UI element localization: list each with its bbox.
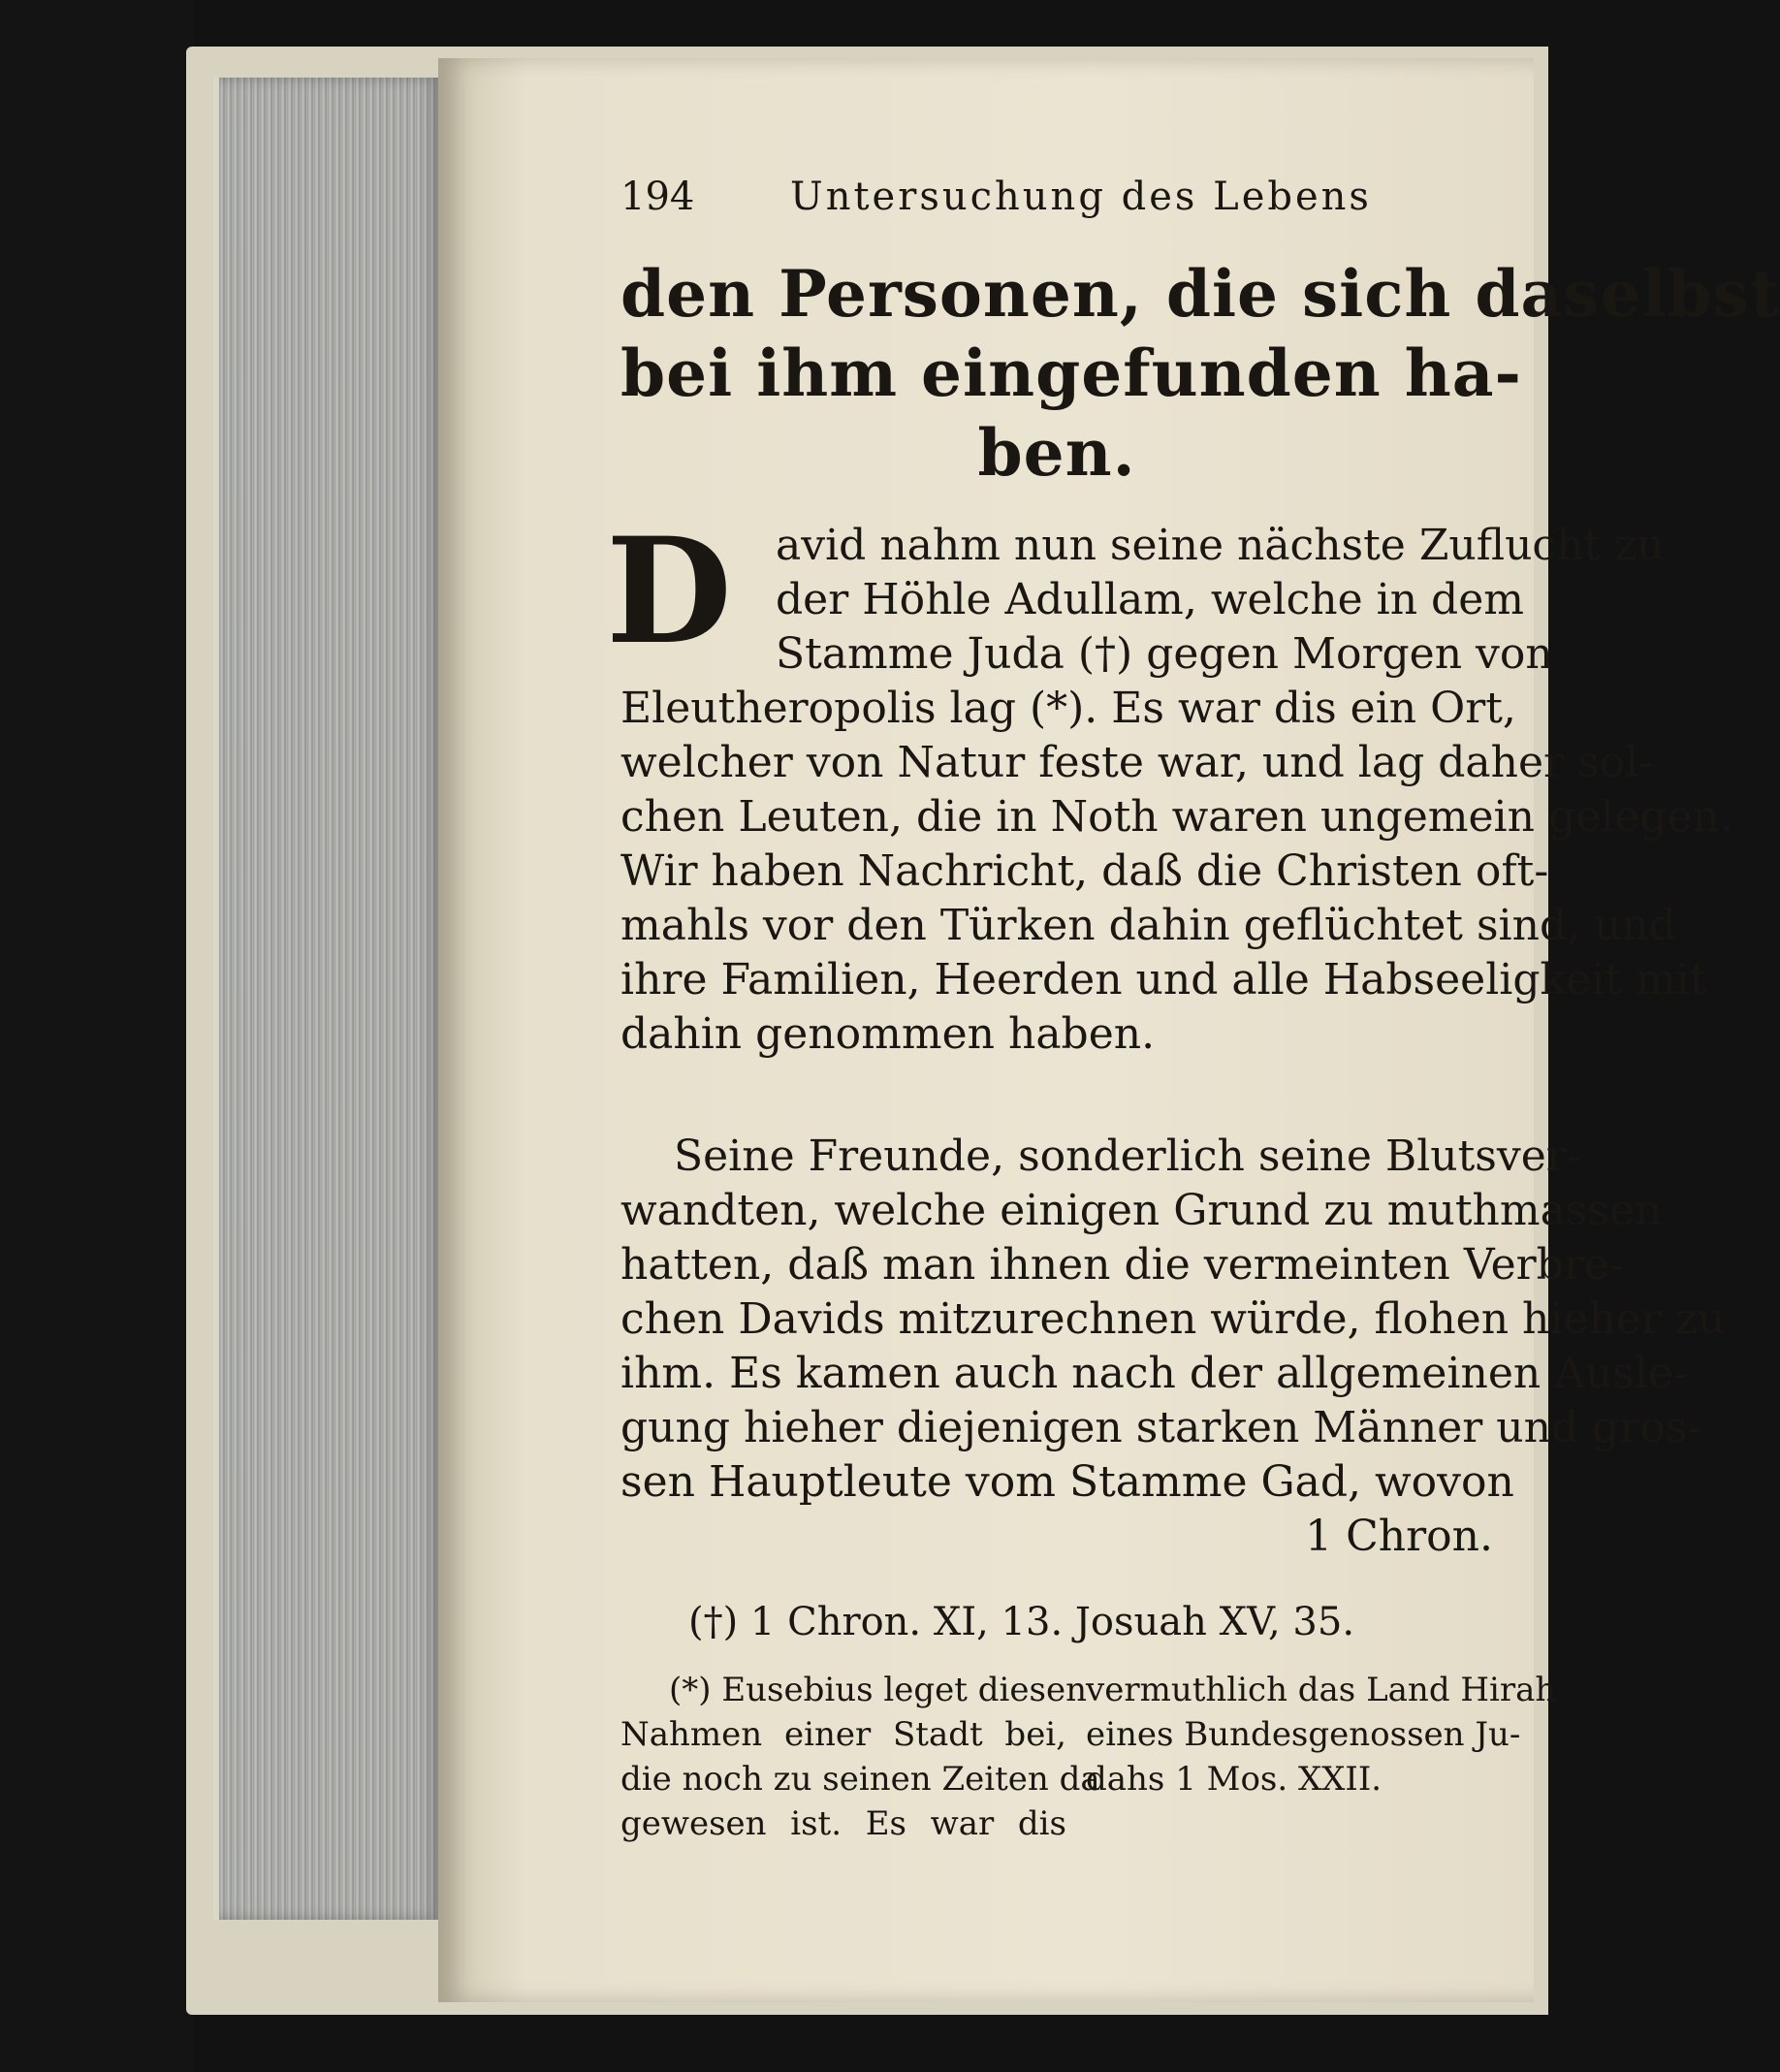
footnote-line: die noch zu seinen Zeiten da (620, 1760, 1100, 1799)
text-line: hatten, daß man ihnen die vermeinten Verbre- (620, 1240, 1624, 1290)
heading-line: bei ihm eingefunden ha- (620, 335, 1522, 411)
running-title: Untersuchung des Lebens (790, 175, 1372, 219)
footnote-line: Nahmen einer Stadt bei, (620, 1715, 1066, 1754)
paragraph-2 (620, 1130, 1726, 1564)
text-line: gung hieher diejenigen starken Männer und gros- (620, 1403, 1702, 1452)
text-line: Eleutheropolis lag (*). Es war dis ein Ort, (620, 684, 1516, 733)
footnote-column-2 (1086, 1668, 1557, 1801)
footnote-line: vermuthlich das Land Hirah (1086, 1671, 1557, 1709)
text-line: wandten, welche einigen Grund zu muthmassen (620, 1186, 1663, 1235)
paragraph-1 (620, 519, 1733, 1062)
text-line: Stamme Juda (†) gegen Morgen von (776, 629, 1553, 679)
footnote-line: eines Bundesgenossen Ju- (1086, 1715, 1521, 1754)
page-number: 194 (620, 175, 695, 219)
text-line: sen Hauptleute vom Stamme Gad, wovon (620, 1457, 1514, 1507)
dark-background (0, 0, 194, 2072)
text-line: welcher von Natur feste war, und lag daher sol- (620, 738, 1654, 787)
catchword: 1 Chron. (1305, 1512, 1493, 1561)
heading-line: den Personen, die sich daselbst (620, 256, 1780, 332)
text-line: Wir haben Nachricht, daß die Christen oft- (620, 846, 1549, 896)
footnote-column-1 (620, 1668, 1100, 1846)
text-line: chen Davids mitzurechnen würde, flohen hieher zu (620, 1294, 1726, 1344)
footnote-line: (*) Eusebius leget diesen (669, 1671, 1087, 1709)
text-line: Seine Freunde, sonderlich seine Blutsver- (674, 1132, 1581, 1181)
heading-line: ben. (977, 415, 1136, 491)
text-line: chen Leuten, die in Noth waren ungemein gelegen. (620, 792, 1733, 842)
text-line: ihm. Es kamen auch nach der allgemeinen Ausle- (620, 1349, 1688, 1398)
text-line: ihre Familien, Heerden und alle Habseeligkeit mit (620, 955, 1707, 1004)
page-edges (213, 78, 442, 1920)
text-line: avid nahm nun seine nächste Zuflucht zu (776, 521, 1665, 570)
footnote-line: gewesen ist. Es war dis (620, 1804, 1066, 1843)
footnote-line: dahs 1 Mos. XXII. (1086, 1760, 1383, 1799)
footnote-dagger: (†) 1 Chron. XI, 13. Josuah XV, 35. (688, 1600, 1355, 1644)
text-line: dahin genommen haben. (620, 1009, 1156, 1059)
drop-cap: D (605, 506, 733, 677)
section-heading (620, 254, 1780, 493)
text-line: mahls vor den Türken dahin geflüchtet sind, und (620, 901, 1676, 950)
text-line: der Höhle Adullam, welche in dem (776, 575, 1524, 624)
